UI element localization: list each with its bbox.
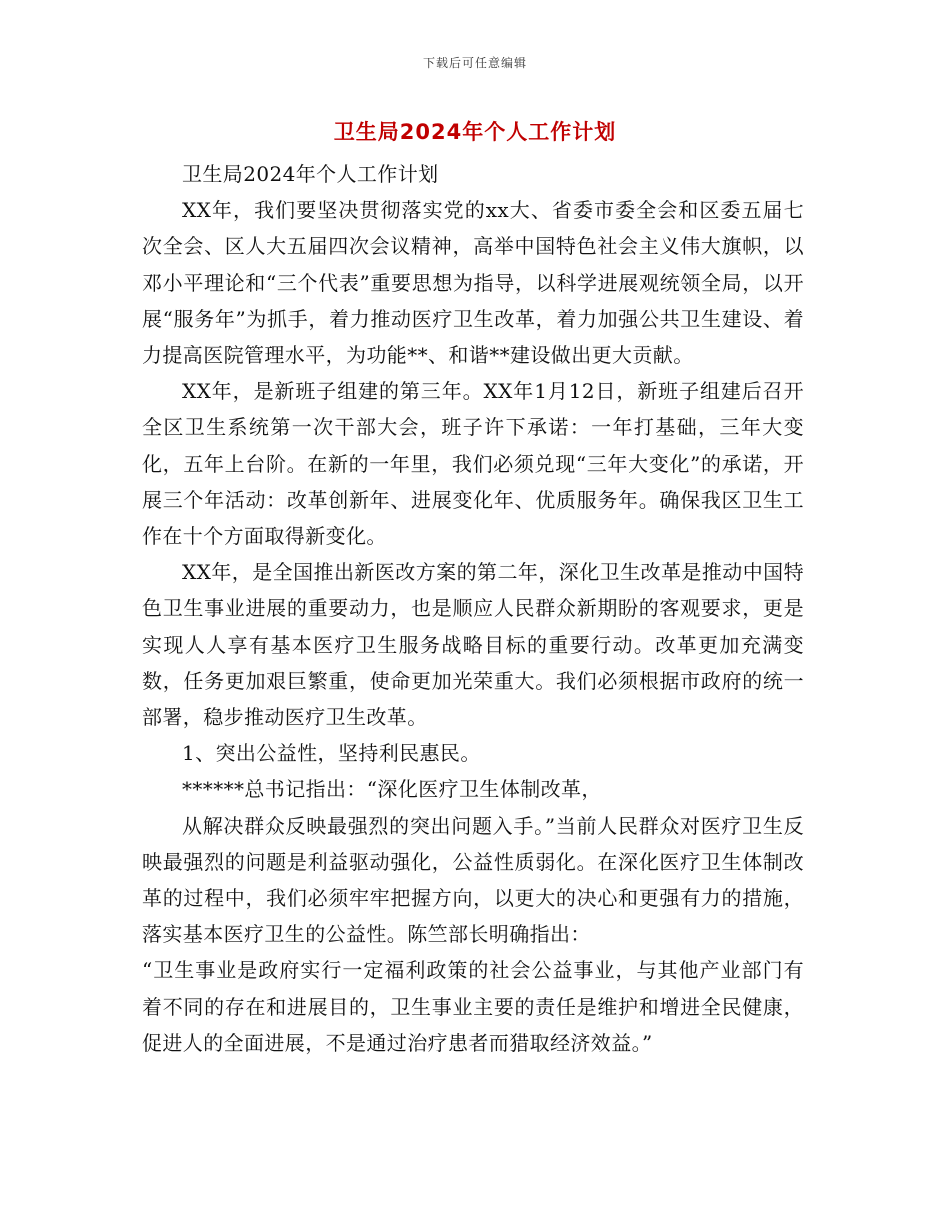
paragraph-subtitle: 卫生局2024年个人工作计划 [182, 162, 439, 186]
paragraph: XX年，我们要坚决贯彻落实党的xx大、省委市委全会和区委五届七次全会、区人大五届四次会议精神，高举中国特色社会主义伟大旗帜，以邓小平理论和“三个代表”重要思想为指导，以科学进展观统领全局，以开展“服务年”为抓手，着力推动医疗卫生改革，着力加强公共卫生建设、着力提高医院管理水平，为功能**、和谐**建设做出更大贡献。 [142, 198, 804, 368]
document-title: 卫生局2024年个人工作计划 [333, 120, 617, 144]
paragraph: XX年，是全国推出新医改方案的第二年，深化卫生改革是推动中国特色卫生事业进展的重要动力，也是顺应人民群众新期盼的客观要求，更是实现人人享有基本医疗卫生服务战略目标的重要行动。改革更加充满变数，任务更加艰巨繁重，使命更加光荣重大。我们必须根据市政府的统一部署，稳步推动医疗卫生改革。 [142, 560, 804, 730]
paragraph: XX年，是新班子组建的第三年。XX年1月12日，新班子组建后召开全区卫生系统第一次干部大会，班子许下承诺：一年打基础，三年大变化，五年上台阶。在新的一年里，我们必须兑现“三年大变化”的承诺，开展三个年活动：改革创新年、进展变化年、优质服务年。确保我区卫生工作在十个方面取得新变化。 [142, 379, 804, 549]
paragraph: ******总书记指出：“深化医疗卫生体制改革， [182, 777, 602, 802]
paragraph: 从解决群众反映最强烈的突出问题入手。”当前人民群众对医疗卫生反映最强烈的问题是利益驱动强化，公益性质弱化。在深化医疗卫生体制改革的过程中，我们必须牢牢把握方向，以更大的决心和更强有力的措施，落实基本医疗卫生的公益性。陈竺部长明确指出： [142, 813, 804, 947]
quote-paragraph: “卫生事业是政府实行一定福利政策的社会公益事业，与其他产业部门有着不同的存在和进展目的，卫生事业主要的责任是维护和增进全民健康，促进人的全面进展，不是通过治疗患者而猎取经济效益。” [142, 958, 804, 1055]
section-heading: 1、突出公益性，坚持利民惠民。 [182, 741, 481, 766]
document-body [142, 156, 804, 1061]
header-note: 下载后可任意编辑 [422, 56, 527, 70]
